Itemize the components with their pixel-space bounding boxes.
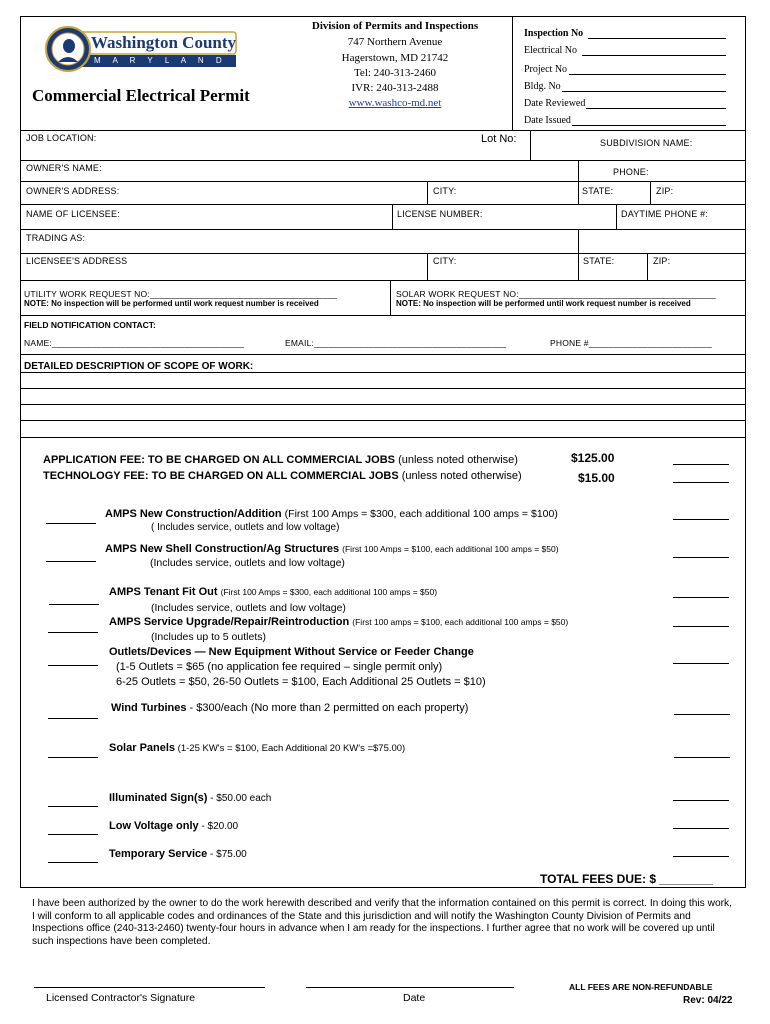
outlets-line-2: 6-25 Outlets = $50, 26-50 Outlets = $100, Each Additional 25 Outlets = $10) xyxy=(116,676,486,688)
licensee-city-label: CITY: xyxy=(433,256,457,266)
upgrade-amps-blank[interactable] xyxy=(48,632,98,633)
contact-phone-field[interactable]: PHONE #_________________________ xyxy=(550,338,712,348)
electrical-no-label: Electrical No xyxy=(524,45,578,56)
zip-divider-2 xyxy=(647,253,648,280)
application-fee-amount: $125.00 xyxy=(571,451,615,465)
date-line[interactable] xyxy=(306,987,514,988)
low-voltage-fee-blank[interactable] xyxy=(673,828,729,829)
row-line-1 xyxy=(20,160,746,161)
city-divider-2 xyxy=(427,253,428,280)
lot-subdivision-divider xyxy=(530,130,531,160)
logo-state-text: M A R Y L A N D xyxy=(94,56,227,65)
signature-label: Licensed Contractor's Signature xyxy=(46,992,196,1004)
date-reviewed-label: Date Reviewed xyxy=(524,98,586,109)
utility-request-label: UTILITY WORK REQUEST NO:______________________________________ xyxy=(24,289,338,299)
project-no-label: Project No xyxy=(524,64,568,75)
upgrade-note: (Includes up to 5 outlets) xyxy=(151,631,266,643)
owner-zip-label: ZIP: xyxy=(656,186,674,196)
solar-request-label: SOLAR WORK REQUEST NO:________________________________________ xyxy=(396,289,716,299)
license-number-label: LICENSE NUMBER: xyxy=(397,209,483,219)
scope-line-4 xyxy=(20,420,746,421)
logo-county-text: Washington County xyxy=(91,33,237,52)
solar-note: NOTE: No inspection will be performed until work request number is received xyxy=(396,299,691,308)
technology-fee-label: TECHNOLOGY FEE: TO BE CHARGED ON ALL COMMERCIAL JOBS (unless noted otherwise) xyxy=(43,470,522,482)
zip-divider-1 xyxy=(650,181,651,204)
new-construction-amps-blank[interactable] xyxy=(46,523,96,524)
technology-fee-blank[interactable] xyxy=(673,482,729,483)
solar-label: Solar Panels (1-25 KW's = $100, Each Additional 20 KW's =$75.00) xyxy=(109,742,406,754)
division-name: Division of Permits and Inspections xyxy=(311,20,479,32)
technology-fee-amount: $15.00 xyxy=(578,471,615,485)
row-line-3 xyxy=(20,204,746,205)
date-label: Date xyxy=(403,992,426,1004)
wind-label: Wind Turbines - $300/each (No more than 2 permitted on each property) xyxy=(111,702,469,714)
subdivision-label: SUBDIVISION NAME: xyxy=(600,138,693,148)
row-line-2 xyxy=(20,181,746,182)
non-refundable-notice: ALL FEES ARE NON-REFUNDABLE xyxy=(569,982,713,992)
field-contact-label: FIELD NOTIFICATION CONTACT: xyxy=(24,320,156,330)
wind-fee-blank[interactable] xyxy=(674,714,730,715)
lot-no-label: Lot No: xyxy=(481,133,517,145)
tenant-amps-blank[interactable] xyxy=(49,604,99,605)
new-construction-label: AMPS New Construction/Addition (First 100 Amps = $300, each additional 100 amps = $100) xyxy=(105,508,558,520)
scope-line-2 xyxy=(20,388,746,389)
solar-kw-blank[interactable] xyxy=(48,757,98,758)
sign-fee-blank[interactable] xyxy=(673,800,729,801)
shell-label: AMPS New Shell Construction/Ag Structures (First 100 Amps = $100, each additional 100 amps = $50) xyxy=(105,543,559,555)
row-line-5 xyxy=(20,253,746,254)
scope-line-1 xyxy=(20,372,746,373)
temporary-fee-blank[interactable] xyxy=(673,856,729,857)
authorization-statement: I have been authorized by the owner to do the work herewith described and verify that the information contained on this permit is correct. In doing this work, I will conform to all applicable codes and ordinances of the State and this jurisdiction and will notify the Washington County Division of Permits and Inspections office (240-313-2460) twenty-four hours in advance when I am ready for the inspections. I further agree that no work will be covered up until such inspections have been completed. xyxy=(32,898,732,947)
city-divider-1 xyxy=(427,181,428,204)
total-fees-due[interactable]: TOTAL FEES DUE: $ ________ xyxy=(540,872,713,886)
utility-note: NOTE: No inspection will be performed until work request number is received xyxy=(24,299,319,308)
outlets-label: Outlets/Devices — New Equipment Without Service or Feeder Change xyxy=(109,646,474,658)
tenant-label: AMPS Tenant Fit Out (First 100 Amps = $300, each additional 100 amps = $50) xyxy=(109,586,438,598)
licensee-zip-label: ZIP: xyxy=(653,256,671,266)
low-voltage-label: Low Voltage only - $20.00 xyxy=(109,820,239,832)
shell-amps-blank[interactable] xyxy=(46,561,96,562)
inspection-no-label: Inspection No xyxy=(524,28,584,39)
owners-address-label: OWNER'S ADDRESS: xyxy=(26,186,120,196)
owner-phone-label: PHONE: xyxy=(613,167,649,177)
sign-label: Illuminated Sign(s) - $50.00 each xyxy=(109,792,272,804)
owners-name-label: OWNER'S NAME: xyxy=(26,163,102,173)
row-line-4 xyxy=(20,229,746,230)
licensee-name-label: NAME OF LICENSEE: xyxy=(26,209,120,219)
solar-fee-blank[interactable] xyxy=(674,757,730,758)
address-line-2: Hagerstown, MD 21742 xyxy=(341,52,449,64)
owner-state-label: STATE: xyxy=(582,186,614,196)
new-construction-note: ( Includes service, outlets and low voltage) xyxy=(151,522,340,533)
scope-title: DETAILED DESCRIPTION OF SCOPE OF WORK: xyxy=(24,361,254,372)
application-fee-blank[interactable] xyxy=(673,464,729,465)
scope-line-5 xyxy=(20,437,746,438)
application-fee-label: APPLICATION FEE: TO BE CHARGED ON ALL COMMERCIAL JOBS (unless noted otherwise) xyxy=(43,454,518,466)
outlets-count-blank[interactable] xyxy=(48,665,98,666)
page-title: Commercial Electrical Permit xyxy=(32,86,250,105)
daytime-phone-label: DAYTIME PHONE #: xyxy=(621,209,709,219)
contact-email-field[interactable]: EMAIL:_______________________________________ xyxy=(285,338,507,348)
license-divider xyxy=(392,204,393,229)
scope-line-3 xyxy=(20,404,746,405)
contact-name-field[interactable]: NAME:_______________________________________ xyxy=(24,338,245,348)
temporary-blank[interactable] xyxy=(48,862,98,863)
tenant-note: (Includes service, outlets and low voltage) xyxy=(151,602,346,614)
shell-note: (Includes service, outlets and low voltage) xyxy=(150,557,345,569)
state-divider-2 xyxy=(578,253,579,280)
row-line-header xyxy=(20,130,512,131)
row-line-8 xyxy=(20,354,746,355)
upgrade-label: AMPS Service Upgrade/Repair/Reintroduction (First 100 amps = $100, each additional 100 amps = $50) xyxy=(109,616,569,628)
upgrade-fee-blank[interactable] xyxy=(673,626,729,627)
trading-divider xyxy=(578,229,579,253)
date-issued-label: Date Issued xyxy=(524,115,571,126)
daytime-divider xyxy=(616,204,617,229)
licensee-state-label: STATE: xyxy=(583,256,615,266)
row-line-6 xyxy=(20,280,746,281)
state-divider-1 xyxy=(578,181,579,204)
low-voltage-blank[interactable] xyxy=(48,834,98,835)
bldg-no-label: Bldg. No xyxy=(524,81,561,92)
trading-as-label: TRADING AS: xyxy=(26,233,86,243)
sign-count-blank[interactable] xyxy=(48,806,98,807)
work-request-divider xyxy=(390,280,391,315)
new-construction-fee-blank[interactable] xyxy=(673,519,729,520)
temporary-label: Temporary Service - $75.00 xyxy=(109,848,247,860)
wind-count-blank[interactable] xyxy=(48,718,98,719)
outlets-fee-blank[interactable] xyxy=(673,663,729,664)
row-line-7 xyxy=(20,315,746,316)
signature-line[interactable] xyxy=(34,987,265,988)
revision-label: Rev: 04/22 xyxy=(683,995,733,1006)
tel-number: Tel: 240-313-2460 xyxy=(353,67,437,79)
phone-divider xyxy=(578,160,579,181)
tenant-fee-blank[interactable] xyxy=(673,597,729,598)
owner-city-label: CITY: xyxy=(433,186,457,196)
ivr-number: IVR: 240-313-2488 xyxy=(351,82,439,94)
address-line-1: 747 Northern Avenue xyxy=(347,36,443,48)
website-link[interactable]: www.washco-md.net xyxy=(348,97,442,109)
outlets-line-1: (1-5 Outlets = $65 (no application fee required – single permit only) xyxy=(116,661,443,673)
job-location-label: JOB LOCATION: xyxy=(26,133,97,143)
shell-fee-blank[interactable] xyxy=(673,557,729,558)
licensee-address-label: LICENSEE'S ADDRESS xyxy=(26,256,128,266)
